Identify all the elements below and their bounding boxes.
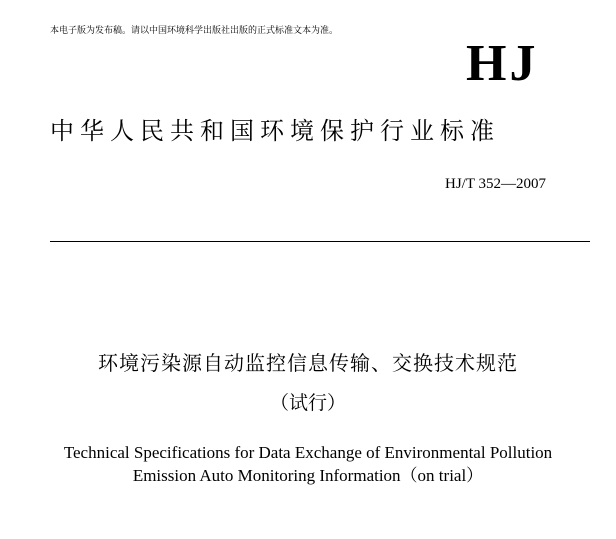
issuer-heading: 中华人民共和国环境保护行业标准 [50, 117, 500, 145]
document-title-chinese: 环境污染源自动监控信息传输、交换技术规范 [98, 351, 518, 375]
release-notice: 本电子版为发布稿。请以中国环境科学出版社出版的正式标准文本为准。 [50, 26, 339, 36]
standard-mark-logo: HJ [466, 35, 539, 92]
document-title-english-line1: Technical Specifications for Data Exchange of Environmental Pollution [63, 443, 553, 462]
standard-number: HJ/T 352—2007 [445, 176, 546, 192]
trial-label-chinese: （试行） [269, 392, 346, 414]
document-title-english-line2: Emission Auto Monitoring Information（on trial） [132, 466, 484, 485]
header-divider [50, 241, 590, 242]
